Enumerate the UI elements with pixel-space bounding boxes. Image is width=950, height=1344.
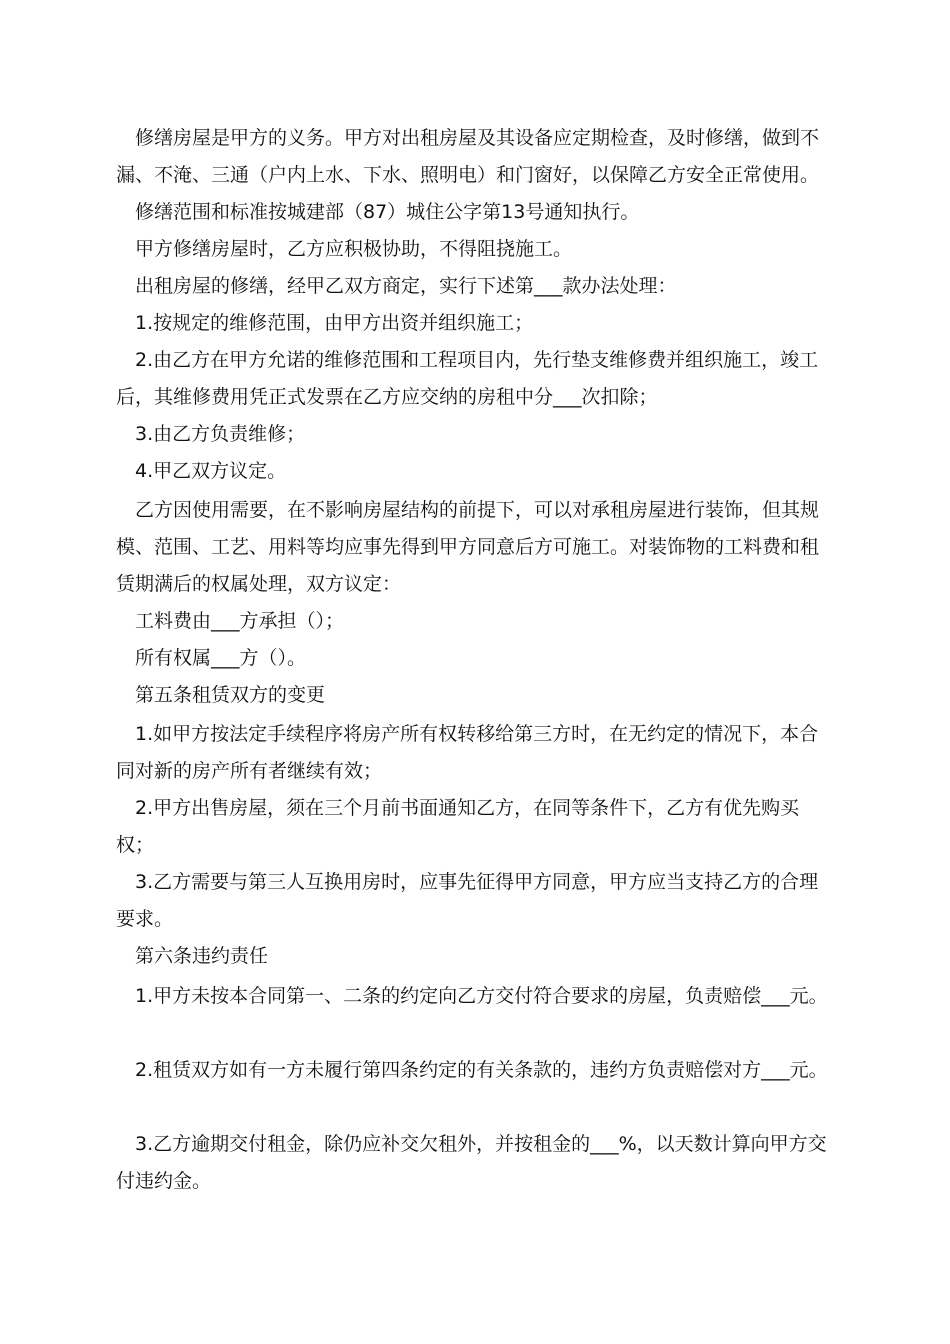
paragraph-decoration: 乙方因使用需要，在不影响房屋结构的前提下，可以对承租房屋进行装饰，但其规模、范围、工艺、用料等均应事先得到甲方同意后方可施工。对装饰物的工料费和租赁期满后的权属处理，双方议定：: [116, 499, 820, 595]
paragraph-ownership: 所有权属___方（）。: [135, 647, 307, 669]
paragraph-repair-standard: 修缮范围和标准按城建部（87）城住公字第13号通知执行。: [135, 201, 640, 223]
list-item-change-1: 1.如甲方按法定手续程序将房产所有权转移给第三方时，在无约定的情况下，本合同对新的房产所有者继续有效；: [116, 723, 819, 782]
paragraph-material-cost: 工料费由___方承担（）；: [135, 610, 345, 632]
list-item-method-2: 2.由乙方在甲方允诺的维修范围和工程项目内，先行垫支维修费并组织施工，竣工后，其维修费用凭正式发票在乙方应交纳的房租中分___次扣除；: [116, 349, 819, 408]
list-item-change-3: 3.乙方需要与第三人互换用房时，应事先征得甲方同意，甲方应当支持乙方的合理要求。: [116, 871, 819, 930]
section-heading-article-5: 第五条租赁双方的变更: [135, 684, 326, 706]
paragraph-repair-obligation: 修缮房屋是甲方的义务。甲方对出租房屋及其设备应定期检查，及时修缮，做到不漏、不淹、三通（户内上水、下水、照明电）和门窗好，以保障乙方安全正常使用。: [116, 127, 820, 186]
list-item-change-2: 2.甲方出售房屋，须在三个月前书面通知乙方，在同等条件下，乙方有优先购买权；: [116, 797, 800, 856]
paragraph-cooperation: 甲方修缮房屋时，乙方应积极协助，不得阻挠施工。: [135, 238, 573, 260]
list-item-breach-2: 2.租赁双方如有一方未履行第四条约定的有关条款的，违约方负责赔偿对方___元。: [135, 1059, 828, 1081]
list-item-method-4: 4.甲乙双方议定。: [135, 460, 287, 482]
paragraph-repair-method: 出租房屋的修缮，经甲乙双方商定，实行下述第___款办法处理：: [135, 275, 677, 297]
list-item-method-1: 1.按规定的维修范围，由甲方出资并组织施工；: [135, 312, 534, 334]
list-item-breach-3: 3.乙方逾期交付租金，除仍应补交欠租外，并按租金的___%，以天数计算向甲方交付违约金。: [116, 1133, 827, 1192]
list-item-breach-1: 1.甲方未按本合同第一、二条的约定向乙方交付符合要求的房屋，负责赔偿___元。: [135, 985, 828, 1007]
list-item-method-3: 3.由乙方负责维修；: [135, 423, 306, 445]
section-heading-article-6: 第六条违约责任: [135, 945, 269, 967]
